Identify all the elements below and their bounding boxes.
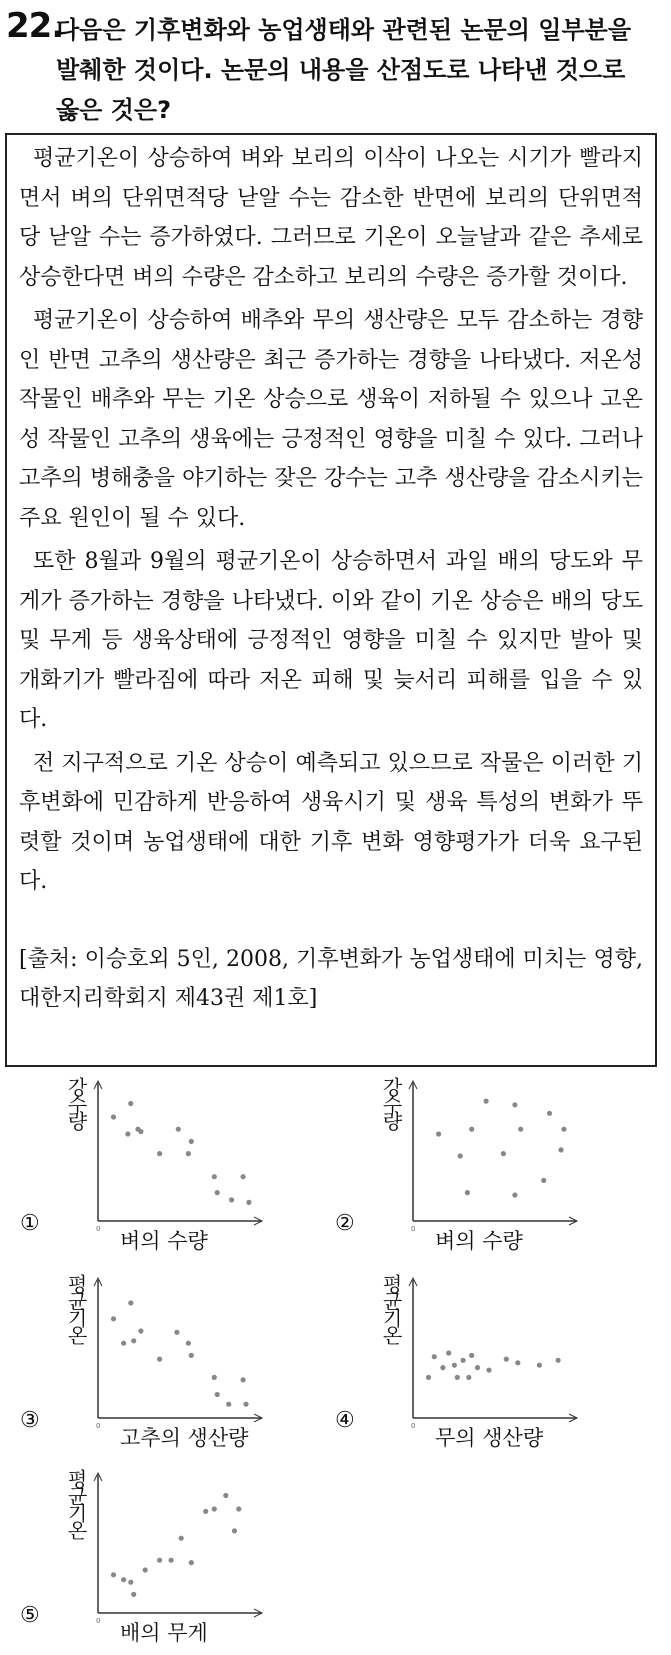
scatter-point — [486, 1368, 491, 1373]
scatter-point — [537, 1363, 542, 1368]
scatter-point — [243, 1402, 248, 1407]
option-number: ③ — [20, 1408, 40, 1433]
scatter-point — [452, 1363, 457, 1368]
scatter-point — [212, 1174, 217, 1179]
origin-label: 0 — [411, 1225, 416, 1233]
scatter-point — [215, 1190, 220, 1195]
scatter-point — [561, 1127, 566, 1132]
option-3-scatter[interactable] — [20, 1270, 320, 1460]
scatter-point — [212, 1506, 217, 1511]
scatter-point — [461, 1358, 466, 1363]
question-number: 22. — [6, 6, 64, 46]
scatter-point — [157, 1558, 162, 1563]
scatter-point — [515, 1360, 520, 1365]
scatter-point — [174, 1330, 179, 1335]
scatter-point — [121, 1577, 126, 1582]
scatter-point — [440, 1365, 445, 1370]
y-axis-label: 평균기온 — [64, 1274, 88, 1342]
scatter-point — [558, 1147, 563, 1152]
scatter-point — [469, 1353, 474, 1358]
scatter-point — [518, 1127, 523, 1132]
scatter-point — [128, 1300, 133, 1305]
scatter-point — [547, 1111, 552, 1116]
scatter-point — [432, 1354, 437, 1359]
passage-source: [출처: 이승호외 5인, 2008, 기후변화가 농업생태에 미치는 영향, 대한지리학회지 제43권 제1호] — [19, 946, 643, 1011]
scatter-point — [176, 1127, 181, 1132]
scatter-point — [455, 1375, 460, 1380]
scatter-point — [241, 1377, 246, 1382]
scatter-point — [465, 1190, 470, 1195]
passage-box — [5, 133, 657, 1067]
option-4-scatter[interactable] — [335, 1270, 635, 1460]
scatter-point — [128, 1580, 133, 1585]
passage-paragraph-2: 평균기온이 상승하여 배추와 무의 생산량은 모두 감소하는 경향인 반면 고추의 생산량은 최근 증가하는 경향을 나타냈다. 저온성 작물인 배추와 무는 기온 상승으로 생육이 저하될 수 있으나 고온성 작물인 고추의 생육에는 긍정적인 영향을 미칠 수 있다. 그러나 고추의 병해충을 야기하는 잦은 강수는 고추 생산량을 감소시키는 주요 원인이 될 수 있다. — [19, 308, 643, 531]
option-number: ⑤ — [20, 1603, 40, 1628]
scatter-point — [189, 1353, 194, 1358]
option-5-scatter[interactable] — [20, 1465, 320, 1655]
option-2-scatter[interactable] — [335, 1073, 635, 1263]
scatter-point — [556, 1358, 561, 1363]
scatter-point — [458, 1153, 463, 1158]
scatter-point — [426, 1375, 431, 1380]
scatter-point — [466, 1375, 471, 1380]
scatter-point — [131, 1592, 136, 1597]
scatter-point — [186, 1341, 191, 1346]
y-axis-label: 강수량 — [379, 1077, 403, 1128]
y-axis-label: 평균기온 — [379, 1274, 403, 1342]
option-1-scatter[interactable] — [20, 1073, 320, 1263]
x-axis-label: 벼의 수량 — [120, 1229, 208, 1253]
scatter-point — [212, 1375, 217, 1380]
y-axis-label: 평균기온 — [64, 1469, 88, 1537]
x-axis-label: 배의 무게 — [120, 1621, 208, 1645]
option-number: ① — [20, 1211, 40, 1236]
y-axis-label: 강수량 — [64, 1077, 88, 1128]
scatter-point — [504, 1357, 509, 1362]
scatter-point — [131, 1338, 136, 1343]
scatter-point — [143, 1567, 148, 1572]
option-number: ④ — [335, 1408, 355, 1433]
scatter-point — [179, 1536, 184, 1541]
scatter-point — [512, 1192, 517, 1197]
scatter-point — [232, 1528, 237, 1533]
scatter-point — [157, 1151, 162, 1156]
x-axis-label: 고추의 생산량 — [120, 1426, 249, 1450]
scatter-point — [241, 1174, 246, 1179]
scatter-point — [541, 1178, 546, 1183]
scatter-point — [484, 1099, 489, 1104]
scatter-point — [111, 1316, 116, 1321]
scatter-point — [203, 1509, 208, 1514]
x-axis-label: 벼의 수량 — [435, 1229, 523, 1253]
passage-paragraph-1: 평균기온이 상승하여 벼와 보리의 이삭이 나오는 시기가 빨라지면서 벼의 단위면적당 낟알 수는 감소한 반면에 보리의 단위면적당 낟알 수는 증가하였다. 그러므로 기온이 오늘날과 같은 추세로 상승한다면 벼의 수량은 감소하고 보리의 수량은 증가할 것이다. — [19, 146, 643, 290]
scatter-point — [111, 1114, 116, 1119]
origin-label: 0 — [411, 1422, 416, 1430]
scatter-point — [169, 1558, 174, 1563]
scatter-point — [189, 1139, 194, 1144]
scatter-point — [236, 1506, 241, 1511]
origin-label: 0 — [96, 1422, 101, 1430]
scatter-point — [189, 1560, 194, 1565]
scatter-point — [125, 1131, 130, 1136]
scatter-point — [512, 1102, 517, 1107]
scatter-point — [111, 1572, 116, 1577]
scatter-point — [475, 1365, 480, 1370]
scatter-point — [446, 1350, 451, 1355]
scatter-point — [215, 1392, 220, 1397]
passage-paragraph-4: 전 지구적으로 기온 상승이 예측되고 있으므로 작물은 이러한 기후변화에 민감하게 반응하여 생육시기 및 생육 특성의 변화가 뚜렷할 것이며 농업생태에 대한 기후 변화 영향평가가 더욱 요구된다. — [19, 750, 643, 894]
scatter-point — [128, 1101, 133, 1106]
option-number: ② — [335, 1211, 355, 1236]
scatter-point — [246, 1200, 251, 1205]
scatter-point — [186, 1151, 191, 1156]
scatter-point — [501, 1151, 506, 1156]
passage-paragraph-3: 또한 8월과 9월의 평균기온이 상승하면서 과일 배의 당도와 무게가 증가하는 경향을 나타냈다. 이와 같이 기온 상승은 배의 당도 및 무게 등 생육상태에 긍정적인 영향을 미칠 수 있지만 발아 및 개화기가 빨라짐에 따라 저온 피해 및 늦서리 피해를 입을 수 있다. — [19, 549, 643, 732]
scatter-point — [226, 1402, 231, 1407]
x-axis-label: 무의 생산량 — [435, 1426, 544, 1450]
scatter-point — [223, 1493, 228, 1498]
scatter-point — [138, 1328, 143, 1333]
origin-label: 0 — [96, 1617, 101, 1625]
scatter-point — [229, 1197, 234, 1202]
scatter-point — [121, 1341, 126, 1346]
scatter-point — [436, 1131, 441, 1136]
scatter-point — [138, 1129, 143, 1134]
question-text: 다음은 기후변화와 농업생태와 관련된 논문의 일부분을 발췌한 것이다. 논문의 내용을 산점도로 나타낸 것으로 옳은 것은? — [56, 16, 632, 124]
origin-label: 0 — [96, 1225, 101, 1233]
scatter-point — [469, 1127, 474, 1132]
scatter-point — [157, 1357, 162, 1362]
